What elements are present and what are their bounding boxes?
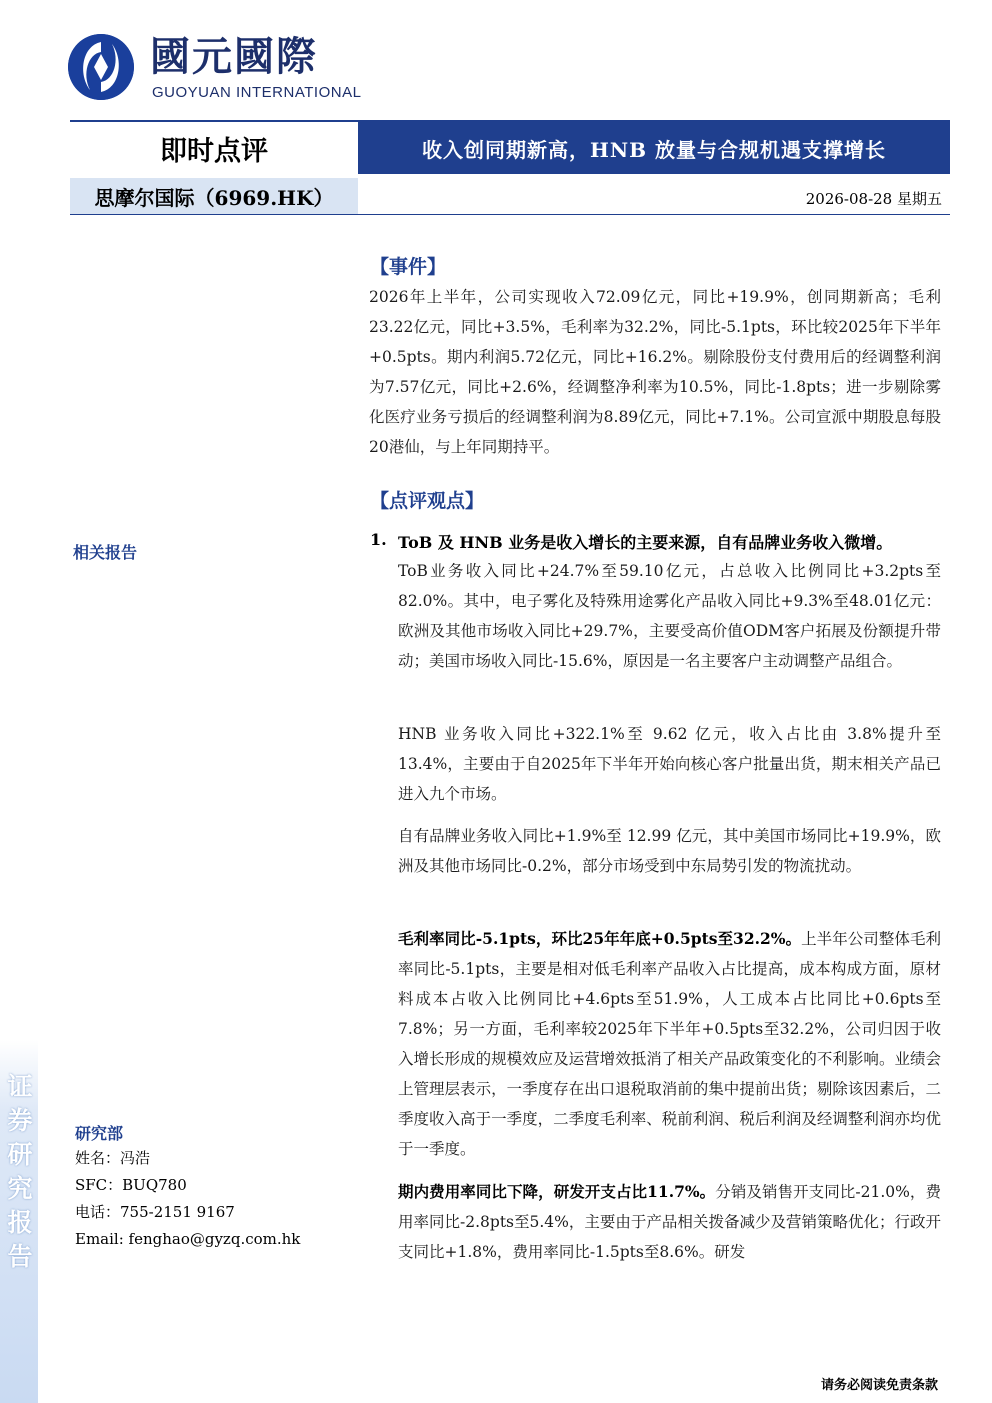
event-title: 【事件】 — [370, 256, 447, 278]
analyst-email: Email: fenghao@gyzq.com.hk — [75, 1230, 301, 1248]
paragraph-margin — [398, 924, 941, 1164]
footer-disclaimer: 请务必阅读免责条款 — [820, 1378, 938, 1393]
vertical-label: 证券研究报告 — [7, 1072, 33, 1271]
report-date: 2026-08-28 星期五 — [805, 190, 942, 208]
report-type: 即时点评 — [160, 135, 268, 167]
expense-lead: 期内费用率同比下降，研发开支占比11.7%。 — [398, 1182, 716, 1201]
analyst-phone: 电话：755-2151 9167 — [75, 1203, 235, 1221]
research-dept-title: 研究部 — [75, 1124, 124, 1143]
paragraph-tob: ToB业务收入同比+24.7%至59.10亿元，占总收入比例同比+3.2pts至82.0%。其中，电子雾化及特殊用途雾化产品收入同比+9.3%至48.01亿元：欧洲及其他市场收入同比+29.7%，主要受高价值ODM客户拓展及份额提升带动；美国市场收入同比-15.6%，原因是一名主要客户主动调整产品组合。 — [398, 562, 941, 670]
event-text: 2026年上半年，公司实现收入72.09亿元，同比+19.9%，创同期新高；毛利23.22亿元，同比+3.5%，毛利率为32.2%，同比-5.1pts，环比较2025年下半年+0.5pts。期内利润5.72亿元，同比+16.2%。剔除股份支付费用后的经调整利润为7.57亿元，同比+2.6%，经调整净利率为10.5%，同比-1.8pts；进一步剔除雾化医疗业务亏损后的经调整利润为8.89亿元，同比+7.1%。公司宣派中期股息每股20港仙，与上年同期持平。 — [369, 288, 941, 456]
margin-lead: 毛利率同比-5.1pts，环比25年年底+0.5pts至32.2%。 — [398, 929, 802, 948]
paragraph-brand: 自有品牌业务收入同比+1.9%至 12.99 亿元，其中美国市场同比+19.9%，欧洲及其他市场同比-0.2%，部分市场受到中东局势引发的物流扰动。 — [398, 827, 941, 875]
logo-emblem-icon — [68, 34, 134, 100]
item-number: 1. — [370, 530, 387, 549]
headline: 收入创同期新高，HNB 放量与合规机遇支撑增长 — [358, 122, 950, 174]
comments-title: 【点评观点】 — [370, 490, 485, 512]
expense-text: 分销及销售开支同比-21.0%，费用率同比-2.8pts至5.4%，主要由于产品相关拨备减少及营销策略优化；行政开支同比+1.8%，费用率同比-1.5pts至8.6%。研发 — [398, 1183, 941, 1261]
side-strip — [0, 1040, 38, 1403]
margin-text: 上半年公司整体毛利率同比-5.1pts，主要是相对低毛利率产品收入占比提高，成本构成方面，原材料成本占收入比例同比+4.6pts至51.9%，人工成本占比同比+0.6pts至7.8%；另一方面，毛利率较2025年下半年+0.5pts至32.2%，公司归因于收入增长形成的规模效应及运营增效抵消了相关产品政策变化的不利影响。业绩会上管理层表示，一季度存在出口退税取消前的集中提前出货；剔除该因素后，二季度收入高于一季度，二季度毛利率、税前利润、税后利润及经调整利润亦均优于一季度。 — [398, 930, 941, 1158]
item-title: ToB 及 HNB 业务是收入增长的主要来源，自有品牌业务收入微增。 — [398, 533, 893, 552]
logo-chinese-name: 國元國際 — [150, 34, 318, 80]
company-logo — [68, 34, 368, 104]
paragraph-expense — [398, 1177, 941, 1267]
date-rule — [70, 214, 950, 215]
logo-english-name: GUOYUAN INTERNATIONAL — [152, 84, 362, 101]
analyst-sfc: SFC：BUQ780 — [75, 1176, 187, 1194]
stock-name: 思摩尔国际（6969.HK） — [70, 178, 358, 214]
paragraph-hnb: HNB 业务收入同比+322.1%至 9.62 亿元，收入占比由 3.8%提升至13.4%，主要由于自2025年下半年开始向核心客户批量出货，期末相关产品已进入九个市场。 — [398, 725, 941, 803]
analyst-name: 姓名：冯浩 — [75, 1149, 151, 1167]
related-reports-title: 相关报告 — [73, 543, 138, 562]
